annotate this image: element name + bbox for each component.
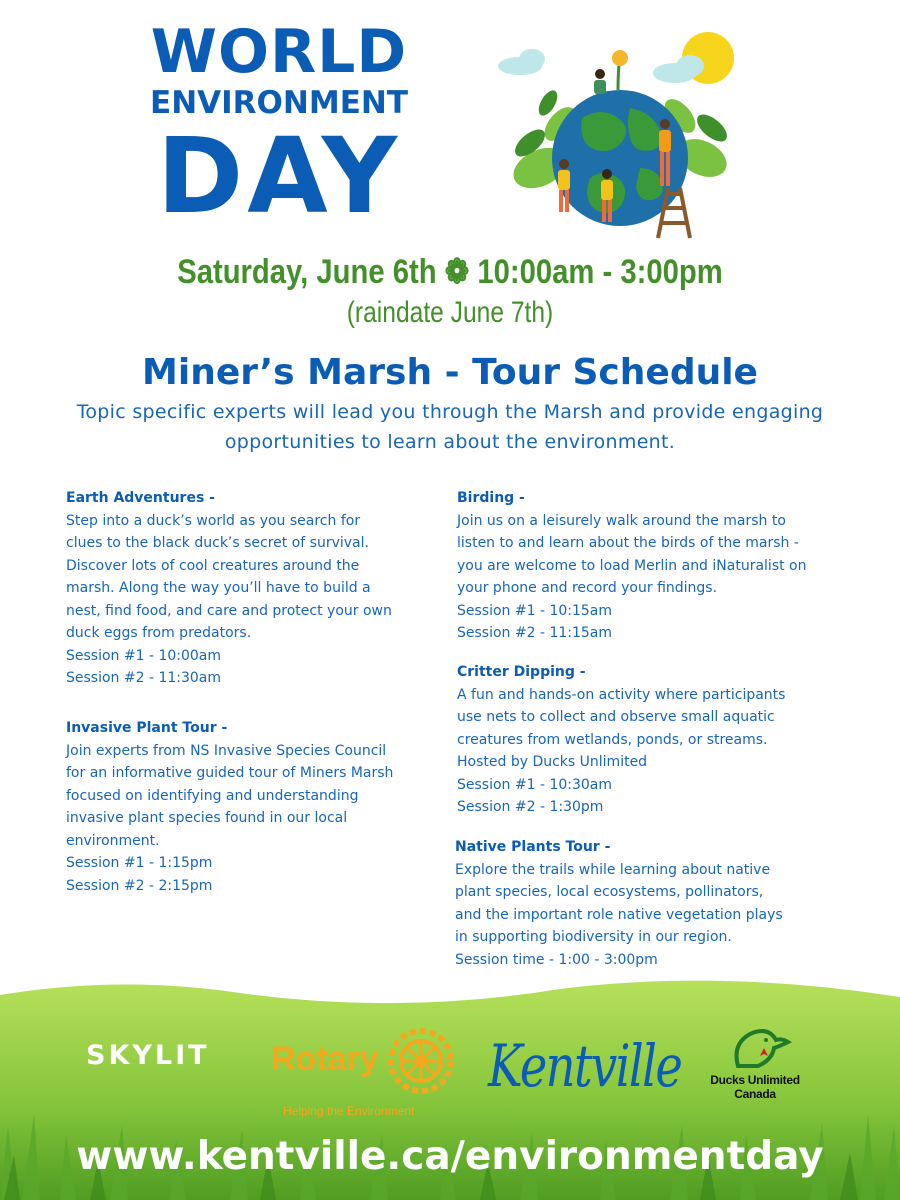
activity-title: Earth Adventures - [66, 490, 215, 506]
activity-critter-dipping [457, 661, 857, 819]
schedule-intro: Topic specific experts will lead you through the Marsh and provide engaging opportunities to learn about the environment. [76, 401, 824, 453]
ducks-unlimited-country: Canada [734, 1087, 776, 1101]
title-world: WORLD [150, 17, 408, 87]
activity-title: Critter Dipping - [457, 664, 586, 680]
title-day: DAY [156, 115, 402, 237]
activity-title: Birding - [457, 490, 525, 506]
skylit-logo: SKYLIT [86, 1040, 210, 1071]
activity-session: Session #1 - 10:00am [66, 647, 222, 664]
rotary-logo: Rotary [271, 1040, 379, 1078]
activity-session: Session #1 - 10:30am [457, 776, 613, 793]
activity-description: Explore the trails while learning about native plant species, local ecosystems, pollinators, and the important role native vegetation plays in supporting biodiversity in our region. [455, 861, 783, 945]
activity-description: Step into a duck’s world as you search for clues to the black duck’s secret of survival. Discover lots of cool creatures around the marsh. Along the way you’ll have to build a nest, find food, and care and protect your own duck eggs from predators. [66, 512, 392, 641]
activity-description: Join experts from NS Invasive Species Council for an informative guided tour of Miners Marsh focused on identifying and understanding invasive plant species found in our local environment. [66, 742, 394, 849]
rotary-wheel-icon [388, 1028, 454, 1094]
activity-native-plants-tour [455, 836, 855, 971]
activity-session: Session #2 - 1:30pm [457, 799, 604, 815]
schedule-title: Miner’s Marsh - Tour Schedule [142, 352, 758, 393]
activity-session: Session #2 - 11:15am [457, 625, 613, 641]
event-raindate: (raindate June 7th) [346, 296, 554, 329]
ducks-unlimited-name: Ducks Unlimited [710, 1073, 800, 1087]
title-environment: ENVIRONMENT [150, 85, 408, 121]
activity-invasive-plant-tour [66, 717, 446, 897]
earth-illustration [490, 28, 750, 248]
activity-session: Session #1 - 1:15pm [66, 855, 213, 871]
ducks-unlimited-logo [700, 1073, 810, 1101]
ducks-unlimited-duck-icon [728, 1026, 792, 1072]
event-website-url: www.kentville.ca/environmentday [76, 1134, 824, 1179]
activity-earth-adventures [66, 487, 446, 690]
kentville-logo: Kentville [488, 1032, 682, 1100]
event-date-time: Saturday, June 6th ❁ 10:00am - 3:00pm [177, 253, 723, 291]
activity-description: A fun and hands-on activity where participants use nets to collect and observe small aquatic creatures from wetlands, ponds, or streams. Hosted by Ducks Unlimited [457, 686, 786, 770]
activity-session: Session #2 - 2:15pm [66, 877, 213, 894]
activity-description: Join us on a leisurely walk around the marsh to listen to and learn about the birds of the marsh - you are welcome to load Merlin and iNaturalist on your phone and record your findings. [457, 512, 807, 596]
rotary-tagline: Helping the Environment [283, 1104, 415, 1118]
activity-title: Invasive Plant Tour - [66, 720, 228, 736]
activity-title: Native Plants Tour - [455, 839, 611, 855]
activity-session: Session #1 - 10:15am [457, 602, 613, 619]
activity-session: Session time - 1:00 - 3:00pm [455, 951, 658, 968]
activity-birding [457, 487, 857, 645]
activity-session: Session #2 - 11:30am [66, 670, 222, 686]
